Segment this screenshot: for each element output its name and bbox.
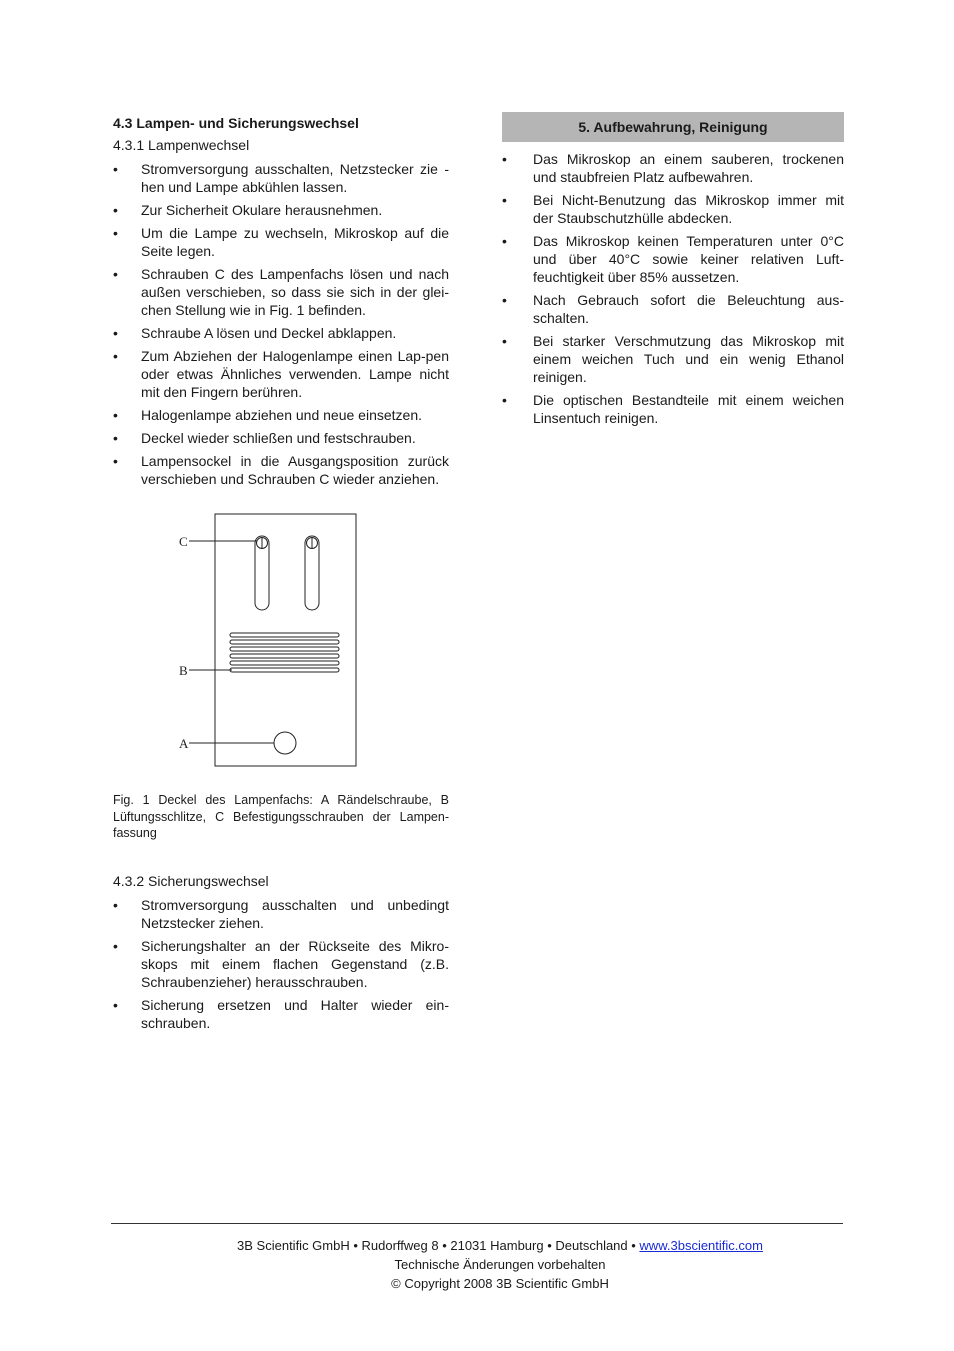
section-banner-storage-cleaning: 5. Aufbewahrung, Reinigung	[502, 112, 844, 142]
list-item: • Nach Gebrauch sofort die Beleuchtung aus-schalten.	[502, 291, 844, 327]
footer-divider	[111, 1223, 843, 1224]
footer-notice: Technische Änderungen vorbehalten	[394, 1257, 606, 1272]
list-item: • Sicherungshalter an der Rückseite des Mikro-skops mit einem flachen Gegenstand (z.B. Schraubenzieher) herausschrauben.	[113, 937, 449, 991]
list-item: • Das Mikroskop an einem sauberen, trockenen und staubfreien Platz aufbewahren.	[502, 150, 844, 186]
list-item: • Zum Abziehen der Halogenlampe einen Lap-pen oder etwas Ähnliches verwenden. Lampe nicht mit den Fingern berühren.	[113, 347, 449, 401]
left-column	[113, 112, 449, 1037]
section-title-lamp-fuse: 4.3 Lampen- und Sicherungswechsel	[113, 115, 359, 131]
subsection-title-lamp: 4.3.1 Lampenwechsel	[113, 137, 250, 153]
list-item: • Deckel wieder schließen und festschrauben.	[113, 429, 449, 447]
fuse-change-list	[113, 896, 449, 1032]
lamp-cover-figure	[113, 512, 449, 782]
right-column	[502, 112, 844, 432]
label-a: A	[179, 736, 189, 751]
figure-caption: Fig. 1 Deckel des Lampenfachs: A Rändelschraube, B Lüftungsschlitze, C Befestigungsschrauben der Lampen-fassung	[113, 793, 449, 840]
footer-address-line	[111, 1236, 889, 1255]
label-c: C	[179, 534, 188, 549]
list-item: • Stromversorgung ausschalten, Netzstecker zie - hen und Lampe abkühlen lassen.	[113, 160, 449, 196]
list-item: • Sicherung ersetzen und Halter wieder ein-schrauben.	[113, 996, 449, 1032]
website-link[interactable]: www.3bscientific.com	[639, 1238, 763, 1253]
footer	[111, 1236, 889, 1293]
lamp-cover-diagram	[113, 512, 449, 782]
subsection-title-fuse: 4.3.2 Sicherungswechsel	[113, 872, 269, 889]
list-item: • Schraube A lösen und Deckel abklappen.	[113, 324, 449, 342]
list-item: • Zur Sicherheit Okulare herausnehmen.	[113, 201, 449, 219]
footer-address: 3B Scientific GmbH • Rudorffweg 8 • 21031 Hamburg • Deutschland •	[237, 1238, 640, 1253]
storage-cleaning-list	[502, 150, 844, 427]
list-item: • Halogenlampe abziehen und neue einsetzen.	[113, 406, 449, 424]
list-item: • Bei Nicht-Benutzung das Mikroskop immer mit der Staubschutzhülle abdecken.	[502, 191, 844, 227]
label-b: B	[179, 663, 188, 678]
lamp-change-list	[113, 160, 449, 488]
list-item: • Das Mikroskop keinen Temperaturen unter 0°C und über 40°C sowie keiner relativen Luft-feuchtigkeit über 85% aussetzen.	[502, 232, 844, 286]
list-item: • Stromversorgung ausschalten und unbedingt Netzstecker ziehen.	[113, 896, 449, 932]
list-item: • Schrauben C des Lampenfachs lösen und nach außen verschieben, so dass sie sich in der glei-chen Stellung wie in Fig. 1 befinden.	[113, 265, 449, 319]
list-item: • Die optischen Bestandteile mit einem weichen Linsentuch reinigen.	[502, 391, 844, 427]
list-item: • Bei starker Verschmutzung das Mikroskop mit einem weichen Tuch und ein wenig Ethanol reinigen.	[502, 332, 844, 386]
footer-copyright: © Copyright 2008 3B Scientific GmbH	[391, 1276, 609, 1291]
list-item: • Lampensockel in die Ausgangsposition zurück verschieben und Schrauben C wieder anziehen.	[113, 452, 449, 488]
list-item: • Um die Lampe zu wechseln, Mikroskop auf die Seite legen.	[113, 224, 449, 260]
